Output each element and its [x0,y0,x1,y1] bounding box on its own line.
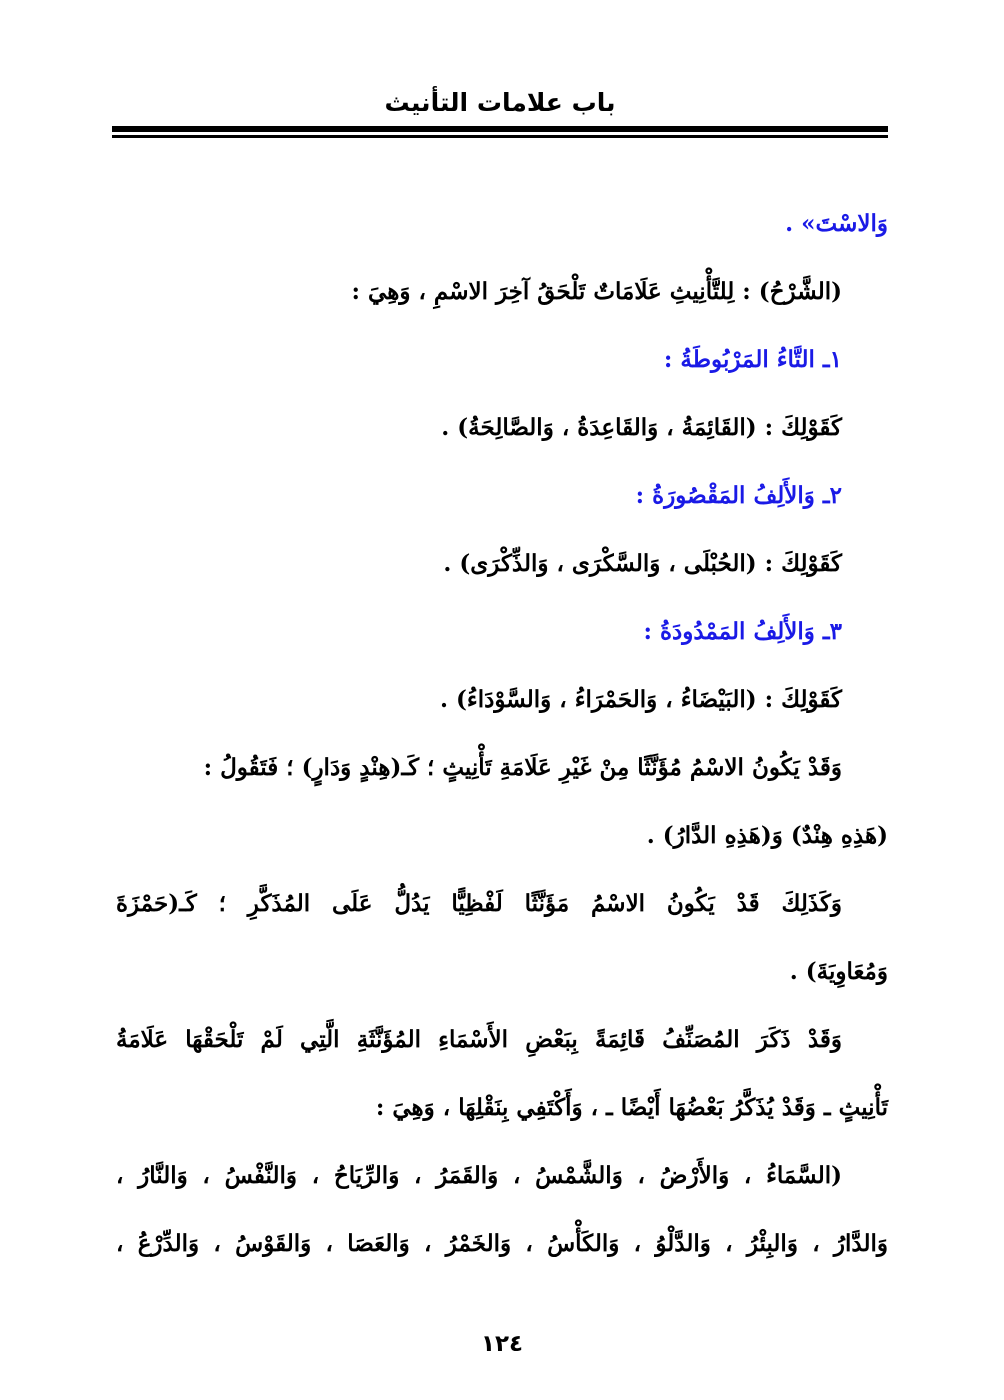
page-number: ١٢٤ [480,1331,524,1357]
body-line-no-marker-example: (هَذِهِ هِنْدٌ) وَ(هَذِهِ الدَّارُ) . [646,822,888,849]
body-line-author-list-cont: تَأْنِيثٍ ـ وَقَدْ يُذَكَّرُ بَعْضُهَا أَيْضًا ـ ، وَأَكْتَفِي بِنَقْلِهَا ، وَهِيَ : [375,1094,888,1121]
header-rule-thick [112,126,888,132]
body-line-continuation: وَالاسْتَ» . [785,210,888,237]
page-header [112,80,888,126]
body-line-no-marker: وَقَدْ يَكُونُ الاسْمُ مُؤَنَّثًا مِنْ غَيْرِ عَلَامَةِ تَأْنِيثٍ ؛ كَـ(هِنْدٍ وَدَارٍ) ؛ فَتَقُولُ : [203,754,842,781]
list-line-1: (السَّمَاءُ ، وَالأَرْضُ ، وَالشَّمْسُ ، وَالقَمَرُ ، وَالرِّيَاحُ ، وَالنَّفْسُ ، وَالنَّارُ ، [116,1162,842,1189]
body-line-explanation: (الشَّرْحُ) : لِلتَّأْنِيثِ عَلَامَاتٌ تَلْحَقُ آخِرَ الاسْمِ ، وَهِيَ : [351,278,842,305]
example-line-taa: كَقَوْلِكَ : (القَائِمَةُ ، وَالقَاعِدَةُ ، وَالصَّالِحَةُ) . [441,414,842,441]
header-rule-thin [112,135,888,138]
body-line-author-list: وَقَدْ ذَكَرَ المُصَنِّفُ قَائِمَةً بِبَعْضِ الأَسْمَاءِ المُؤَنَّثَةِ الَّتِي لَمْ تَلْحَقْهَا عَلَامَةُ [116,1026,842,1053]
body-line-lafzi: وَكَذَلِكَ قَدْ يَكُونُ الاسْمُ مَؤَنَّثًا لَفْظِيًّا يَدُلُّ عَلَى المُذَكَّرِ ؛ كَـ(حَمْزَةَ [116,890,842,917]
sub-heading-alif-mamduda: ٣ـ وَالأَلِفُ المَمْدُودَةُ : [643,618,842,645]
example-line-mamduda: كَقَوْلِكَ : (البَيْضَاءُ ، وَالحَمْرَاءُ ، وَالسَّوْدَاءُ) . [440,686,842,713]
sub-heading-taa-marbuta: ١ـ التَّاءُ المَرْبُوطَةُ : [663,346,842,373]
chapter-title: باب علامات التأنيث [384,88,616,117]
example-line-maqsura: كَقَوْلِكَ : (الحُبْلَى ، وَالسَّكْرَى ، وَالذِّكْرَى) . [443,550,842,577]
sub-heading-alif-maqsura: ٢ـ وَالأَلِفُ المَقْصُورَةُ : [635,482,842,509]
page-body [116,190,888,1278]
list-line-2: وَالدَّارُ ، وَالبِئْرُ ، وَالدَّلْوُ ، وَالكَأْسُ ، وَالخَمْرُ ، وَالعَصَا ، وَالقَوْسُ ، وَالدِّرْعُ ، [116,1230,888,1257]
body-line-lafzi-cont: وَمُعَاوِيَةَ) . [789,958,888,985]
